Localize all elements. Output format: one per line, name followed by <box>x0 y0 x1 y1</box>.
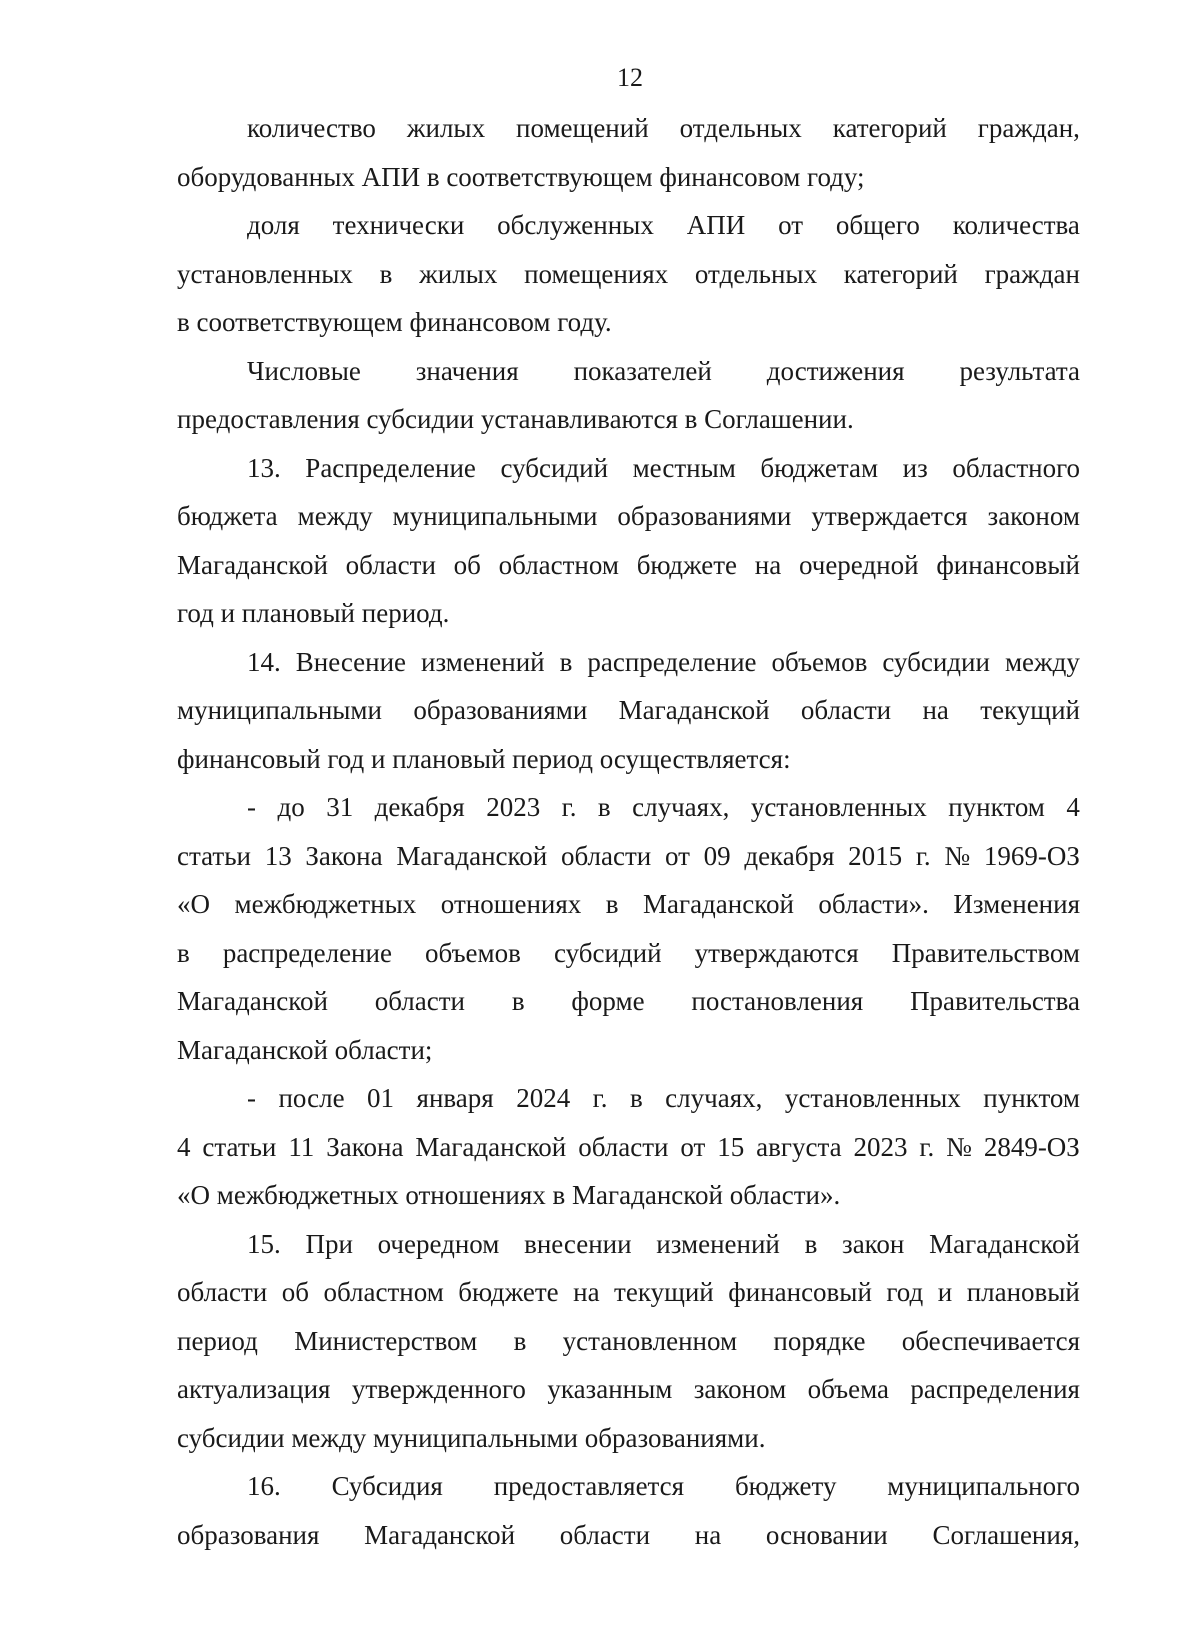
word: общего <box>835 210 920 240</box>
word: помещениях <box>524 258 669 289</box>
word: отдельных <box>679 113 802 143</box>
word: плановый <box>966 1277 1080 1307</box>
word: Закона <box>305 840 383 871</box>
text-line: Магаданской области; <box>177 1034 433 1065</box>
word: обслуженных <box>497 210 654 240</box>
word: 1969-ОЗ <box>983 840 1080 871</box>
word: г. <box>919 1131 935 1162</box>
word: в <box>559 646 573 677</box>
word: в <box>629 1083 643 1113</box>
word: финансовый <box>728 1277 872 1307</box>
word: Магаданской <box>177 549 328 580</box>
word: межбюджетных <box>234 889 417 919</box>
word: в <box>511 986 525 1016</box>
word: декабря <box>744 840 835 871</box>
word: в <box>605 889 619 919</box>
word: Магаданской <box>643 889 794 919</box>
word: количества <box>952 210 1080 240</box>
word: АПИ <box>686 210 746 240</box>
word: 13. <box>247 452 281 483</box>
word: января <box>416 1083 494 1113</box>
word: значения <box>415 355 519 386</box>
word: 11 <box>288 1131 315 1162</box>
word: на <box>573 1277 600 1307</box>
word: - <box>247 792 256 822</box>
page-number: 12 <box>617 63 643 92</box>
word: категорий <box>832 113 947 143</box>
word: 2023 <box>853 1131 908 1162</box>
word: доля <box>247 210 300 240</box>
word: отношениях <box>440 889 582 919</box>
word: г. <box>592 1083 608 1113</box>
word: области <box>559 1519 651 1550</box>
word: распределения <box>910 1374 1080 1404</box>
word: Внесение <box>295 646 407 677</box>
word: распределение <box>587 646 757 677</box>
word: закон <box>842 1228 905 1259</box>
text-line: оборудованных АПИ в соответствующем финансовом году; <box>177 161 865 192</box>
text-line <box>177 638 1080 687</box>
word: на <box>754 549 782 580</box>
word: очередном <box>377 1228 500 1259</box>
word: статьи <box>177 840 251 871</box>
word: показателей <box>573 355 712 386</box>
word: и <box>937 1277 953 1307</box>
word: образованиями <box>617 501 792 531</box>
word: Магаданской <box>415 1131 567 1162</box>
text-line <box>177 1123 1080 1172</box>
text-line <box>177 1365 1080 1414</box>
word: 2024 <box>516 1083 571 1113</box>
word: Правительства <box>910 986 1080 1016</box>
word: технически <box>332 210 465 240</box>
word: результата <box>959 355 1080 386</box>
word: области <box>177 1277 268 1307</box>
word: утвержденного <box>351 1374 526 1404</box>
text-line <box>177 347 1080 396</box>
word: утверждаются <box>694 937 859 968</box>
word: пунктом <box>948 792 1045 822</box>
text-line <box>177 1511 1080 1560</box>
word: от <box>680 1131 706 1162</box>
word: на <box>694 1519 722 1550</box>
word: «О <box>177 889 210 919</box>
word: субсидий <box>553 937 662 968</box>
word: в <box>177 937 190 968</box>
word: от <box>664 840 690 871</box>
text-line <box>177 1268 1080 1317</box>
word: текущий <box>980 695 1080 725</box>
word: внесении <box>524 1228 632 1259</box>
word: Правительством <box>891 937 1080 968</box>
word: области <box>374 986 465 1016</box>
word: 15 <box>717 1131 745 1162</box>
word: законом <box>987 501 1080 531</box>
word: Числовые <box>247 355 361 386</box>
word: 2849-ОЗ <box>983 1131 1080 1162</box>
text-line <box>177 1317 1080 1366</box>
word: Магаданской <box>929 1228 1080 1259</box>
word: об <box>281 1277 309 1307</box>
word: субсидии <box>882 646 990 677</box>
word: изменений <box>421 646 545 677</box>
word: муниципальными <box>177 695 382 725</box>
word: г. <box>561 792 577 822</box>
word: 13 <box>264 840 292 871</box>
word: жилых <box>406 113 486 143</box>
word: бюджете <box>636 549 738 580</box>
word: из <box>902 452 928 483</box>
word: от <box>778 210 804 240</box>
word: 16. <box>247 1471 281 1501</box>
word: 2023 <box>486 792 541 822</box>
word: областного <box>952 452 1080 483</box>
word: категорий <box>843 258 958 289</box>
text-line: «О межбюджетных отношениях в Магаданской области». <box>177 1180 841 1210</box>
word: утверждается <box>811 501 968 531</box>
word: установленных <box>750 792 927 822</box>
word: граждан <box>984 258 1080 289</box>
text-line <box>177 1462 1080 1511</box>
word: областном <box>323 1277 444 1307</box>
word: образования <box>177 1519 320 1550</box>
word: пунктом <box>983 1083 1080 1113</box>
word: области <box>578 1131 669 1162</box>
word: случаях, <box>632 792 730 822</box>
word: Закона <box>326 1131 404 1162</box>
word: 15. <box>247 1228 281 1259</box>
word: установленных <box>177 258 353 289</box>
word: - <box>247 1083 256 1113</box>
word: распределение <box>222 937 392 968</box>
word: год <box>886 1277 924 1307</box>
word: № <box>944 840 971 871</box>
text-line <box>177 686 1080 735</box>
word: статьи <box>202 1131 277 1162</box>
word: местным <box>632 452 736 483</box>
word: форме <box>571 986 645 1016</box>
document-body <box>177 104 1080 1559</box>
text-line <box>177 1074 1080 1123</box>
word: Министерством <box>294 1325 478 1356</box>
word: Изменения <box>953 889 1080 919</box>
word: постановления <box>691 986 864 1016</box>
text-line: субсидии между муниципальными образованиями. <box>177 1422 766 1453</box>
word: изменений <box>656 1228 780 1259</box>
word: текущий <box>614 1277 714 1307</box>
word: очередной <box>798 549 919 580</box>
word: бюджетам <box>760 452 879 483</box>
text-line: предоставления субсидии устанавливаются в Соглашении. <box>177 404 854 434</box>
word: объема <box>807 1374 889 1404</box>
word: Распределение <box>305 452 476 483</box>
word: 4 <box>177 1131 191 1162</box>
word: 01 <box>367 1083 395 1113</box>
word: граждан, <box>977 113 1080 143</box>
word: бюджете <box>458 1277 559 1307</box>
word: количество <box>247 113 376 143</box>
text-line <box>177 880 1080 929</box>
word: 09 <box>703 840 731 871</box>
word: достижения <box>766 355 905 386</box>
word: г. <box>915 840 931 871</box>
word: на <box>922 695 949 725</box>
word: 31 <box>326 792 354 822</box>
word: области». <box>818 889 929 919</box>
word: жилых <box>419 258 498 289</box>
word: Магаданской <box>364 1519 516 1550</box>
word: 4 <box>1066 792 1080 822</box>
text-line <box>177 1220 1080 1269</box>
word: муниципальными <box>392 501 598 531</box>
word: в <box>804 1228 818 1259</box>
word: областном <box>498 549 619 580</box>
word: субсидий <box>500 452 609 483</box>
word: случаях, <box>665 1083 763 1113</box>
text-line <box>177 832 1080 881</box>
word: бюджету <box>734 1471 837 1501</box>
text-line: год и плановый период. <box>177 598 450 628</box>
word: в <box>597 792 611 822</box>
text-line <box>177 929 1080 978</box>
word: финансовый <box>936 549 1080 580</box>
text-line <box>177 104 1080 153</box>
word: установленном <box>562 1325 738 1356</box>
word: отдельных <box>694 258 818 289</box>
word: области <box>800 695 892 725</box>
word: обеспечивается <box>901 1325 1080 1356</box>
word: августа <box>756 1131 842 1162</box>
word: Магаданской <box>618 695 770 725</box>
word: между <box>1004 646 1080 677</box>
word: объемов <box>425 937 521 968</box>
word: При <box>305 1228 353 1259</box>
word: период <box>177 1325 258 1356</box>
text-line <box>177 444 1080 493</box>
word: между <box>297 501 373 531</box>
text-line <box>177 977 1080 1026</box>
text-line: финансовый год и плановый период осуществляется: <box>177 743 791 774</box>
word: предоставляется <box>493 1471 685 1501</box>
text-line <box>177 201 1080 250</box>
word: области <box>345 549 436 580</box>
word: основании <box>765 1519 888 1550</box>
word: до <box>277 792 305 822</box>
text-line <box>177 783 1080 832</box>
word: об <box>453 549 481 580</box>
word: декабря <box>374 792 465 822</box>
word: Магаданской <box>177 986 328 1016</box>
word: бюджета <box>177 501 278 531</box>
word: образованиями <box>413 695 588 725</box>
word: порядке <box>773 1325 866 1356</box>
word: Магаданской <box>396 840 548 871</box>
word: актуализация <box>177 1374 331 1404</box>
word: указанным <box>547 1374 673 1404</box>
word: в <box>379 258 393 289</box>
text-line <box>177 250 1080 299</box>
word: помещений <box>516 113 649 143</box>
word: 2015 <box>848 840 903 871</box>
text-line: в соответствующем финансовом году. <box>177 307 612 337</box>
word: объемов <box>771 646 868 677</box>
word: Субсидия <box>331 1471 443 1501</box>
word: 14. <box>247 646 281 677</box>
word: области <box>560 840 652 871</box>
word: в <box>513 1325 527 1356</box>
word: Соглашения, <box>932 1519 1080 1550</box>
word: установленных <box>784 1083 961 1113</box>
word: после <box>278 1083 345 1113</box>
word: законом <box>693 1374 787 1404</box>
word: муниципального <box>887 1471 1080 1501</box>
text-line <box>177 541 1080 590</box>
text-line <box>177 492 1080 541</box>
word: № <box>946 1131 972 1162</box>
